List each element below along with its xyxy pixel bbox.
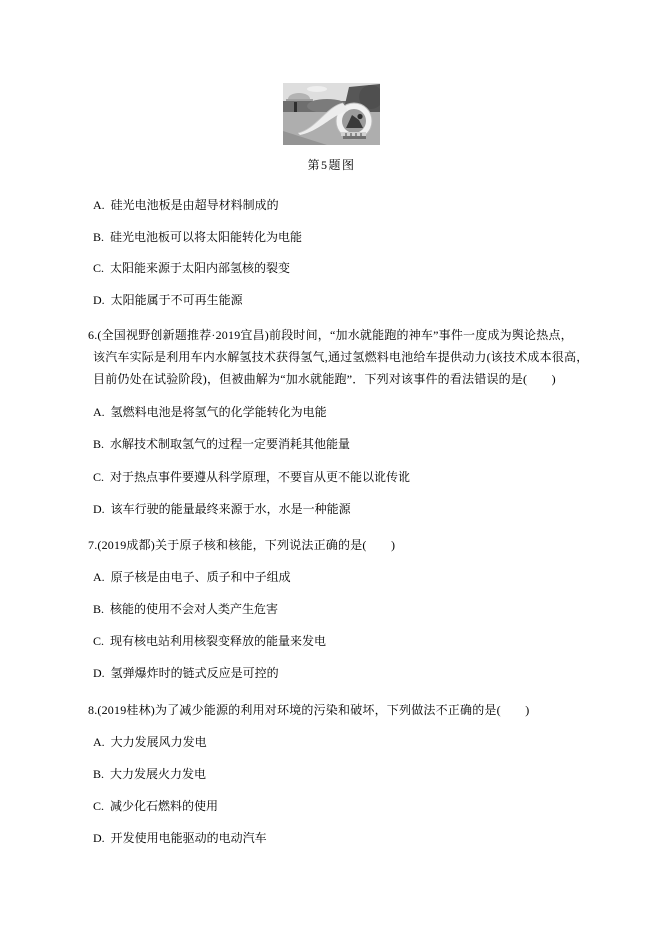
option-label: B. xyxy=(93,437,105,451)
option-text: 硅光电池板可以将太阳能转化为电能 xyxy=(110,230,303,244)
option-label: B. xyxy=(93,602,105,616)
option-label: A. xyxy=(93,570,105,584)
question5-figure-photo xyxy=(283,83,380,145)
option-text: 大力发展火力发电 xyxy=(110,767,207,781)
option-text: 大力发展风力发电 xyxy=(110,735,207,749)
option-text: 原子核是由电子、质子和中子组成 xyxy=(110,570,291,584)
option-text: 水解技术制取氢气的过程一定要消耗其他能量 xyxy=(110,437,351,451)
option-text: 氢燃料电池是将氢气的化学能转化为电能 xyxy=(110,405,327,419)
option-label: C. xyxy=(93,799,105,813)
option-label: C. xyxy=(93,261,105,275)
q6-option-b xyxy=(93,437,350,452)
option-label: B. xyxy=(93,230,105,244)
option-text: 开发使用电能驱动的电动汽车 xyxy=(110,831,267,845)
option-label: B. xyxy=(93,767,105,781)
q8-option-b xyxy=(93,767,206,782)
option-text: 对于热点事件要遵从科学原理，不要盲从更不能以讹传讹 xyxy=(110,470,411,484)
figure-caption: 第5题图 xyxy=(307,158,356,172)
option-text: 硅光电池板是由超导材料制成的 xyxy=(110,198,279,212)
loop-vehicle-illustration xyxy=(283,83,380,145)
q7-option-a xyxy=(93,570,291,585)
q7-option-c xyxy=(93,634,326,649)
option-label: A. xyxy=(93,405,105,419)
q5-option-b xyxy=(93,230,302,245)
q8-option-d xyxy=(93,831,267,846)
option-text: 核能的使用不会对人类产生危害 xyxy=(110,602,279,616)
q5-option-d xyxy=(93,293,243,308)
option-text: 太阳能来源于太阳内部氢核的裂变 xyxy=(110,261,291,275)
option-label: D. xyxy=(93,831,105,845)
option-text: 太阳能属于不可再生能源 xyxy=(110,293,243,307)
option-label: D. xyxy=(93,293,105,307)
q6-stem-line-2: 该汽车实际是利用车内水解氢技术获得氢气,通过氢燃料电池给车提供动力(该技术成本很高， xyxy=(93,350,589,364)
option-text: 该车行驶的能量最终来源于水，水是一种能源 xyxy=(110,502,351,516)
q5-option-a xyxy=(93,198,279,213)
option-text: 减少化石燃料的使用 xyxy=(110,799,219,813)
option-text: 氢弹爆炸时的链式反应是可控的 xyxy=(110,666,279,680)
q5-option-c xyxy=(93,261,290,276)
q6-option-d xyxy=(93,502,351,517)
option-label: C. xyxy=(93,470,105,484)
q8-option-c xyxy=(93,799,218,814)
q8-stem: 8.(2019桂林)为了减少能源的利用对环境的污染和破坏，下列做法不正确的是( ) xyxy=(88,703,530,717)
q6-option-a xyxy=(93,405,327,420)
option-label: A. xyxy=(93,735,105,749)
option-label: A. xyxy=(93,198,105,212)
option-label: C. xyxy=(93,634,105,648)
q7-option-d xyxy=(93,666,279,681)
q8-option-a xyxy=(93,735,207,750)
option-label: D. xyxy=(93,502,105,516)
option-text: 现有核电站利用核裂变释放的能量来发电 xyxy=(110,634,327,648)
q7-stem: 7.(2019成都)关于原子核和核能，下列说法正确的是( ) xyxy=(88,538,396,552)
option-label: D. xyxy=(93,666,105,680)
q7-option-b xyxy=(93,602,278,617)
q6-stem-line-3: 目前仍处在试验阶段)，但被曲解为“加水就能跑”．下列对该事件的看法错误的是( ) xyxy=(93,372,556,386)
q6-option-c xyxy=(93,470,410,485)
q6-stem-line-1: 6.(全国视野创新题推荐·2019宜昌)前段时间，“加水就能跑的神车”事件一度成为舆论热点， xyxy=(88,328,573,342)
